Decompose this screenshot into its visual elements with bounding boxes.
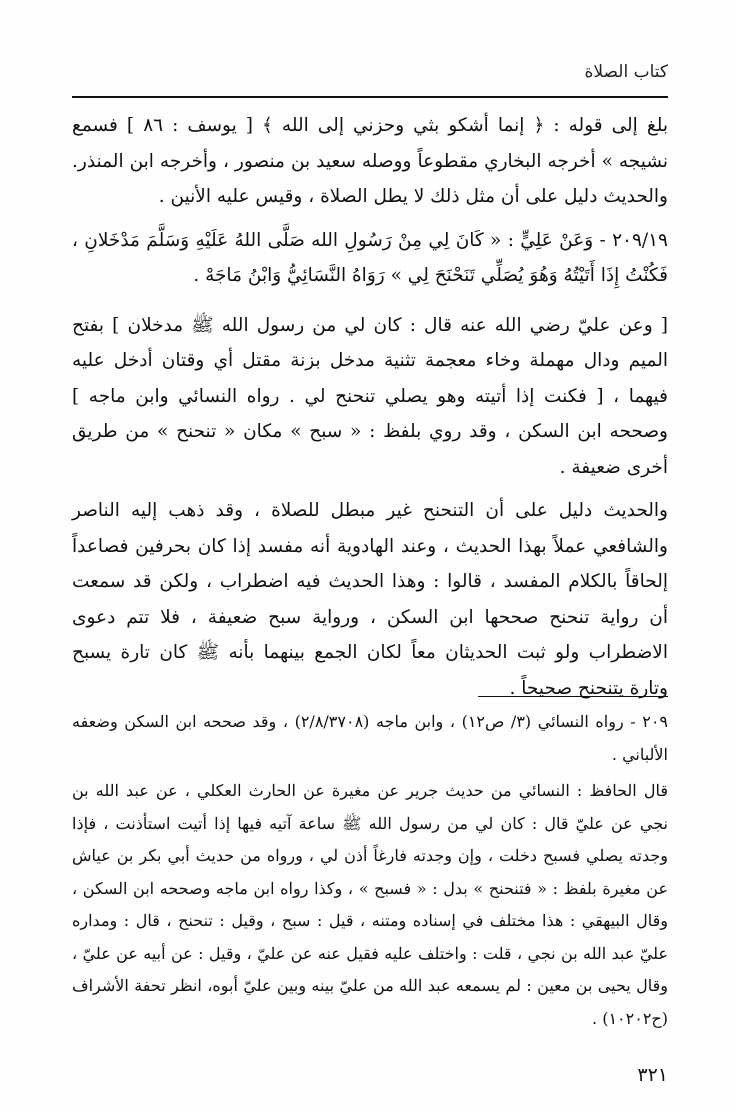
header-rule [72,96,668,98]
footnote-discussion: قال الحافظ : النسائي من حديث جرير عن مغيرة عن الحارث العكلي ، عن عبد الله بن نجي عن عليّ قال : كان لي من رسول الله ﷺ ساعة آتيه فيها إذا أتيت استأذنت ، فإذا وجدته يصلي فسبح دخلت ، وإن وجدته فارغاً أذن لي ، ورواه من حديث أبي بكر بن عياش عن مغيرة بلفظ : « فتنحنح » بدل : « فسبح » ، وكذا رواه ابن ماجه وصححه ابن السكن ، وقال البيهقي : هذا مختلف في إسناده ومتنه ، قيل : سبح ، وقيل : تنحنح ، قال : ومداره عليّ عبد الله بن نجي ، قلت : واختلف عليه فقيل عنه عن عليّ ، وقيل : عن أبيه عن عليّ ، وقال يحيى بن معين : لم يسمعه عبد الله من عليّ بينه وبين عليّ أبوه، انظر تحفة الأشراف (ح١٠٢٠٢) . [72,781,668,1028]
running-title: كتاب الصلاة [584,62,668,82]
footnotes [72,706,668,1039]
main-text [72,108,668,714]
page-number: ٣٢١ [637,1064,668,1086]
paragraph-ruling: والحديث دليل على أن التنحنح غير مبطل للصلاة ، وقد ذهب إليه الناصر والشافعي عملاً بهذا الحديث ، وعند الهادوية أنه مفسد إذا كان بحرفين فصاعداً إلحاقاً بالكلام المفسد ، قالوا : وهذا الحديث فيه اضطراب ، ولكن قد سمعت أن رواية تنحنح صححها ابن السكن ، ورواية سبح ضعيفة ، فلا تتم دعوى الاضطراب ولو ثبت الحديثان معاً لكان الجمع بينهما بأنه ﷺ كان تارة يسبح وتارة يتنحنح صحيحاً . [72,500,668,699]
footnote-rule [478,696,668,697]
footnote-source: ٢٠٩ - رواه النسائي (٣/ ص١٢) ، وابن ماجه (٢/٨/٣٧٠٨) ، وقد صححه ابن السكن وضعفه الألباني . [72,712,669,764]
book-page [72,56,668,1086]
hadith-text: ٢٠٩/١٩ - وَعَنْ عَلِيٍّ : « كَانَ لِي مِنْ رَسُولِ الله صَلَّى اللهُ عَلَيْهِ وَسَلَّمَ مَدْخَلانِ ، فَكُنْتُ إِذَا أَتَيْتُهُ وَهُوَ يُصَلِّي تَنَحْنَحَ لِي » رَوَاهُ النَّسَائِيُّ وَابْنُ مَاجَهْ . [72,229,668,286]
paragraph-intro: بلغ إلى قوله : ﴿ إنما أشكو بثي وحزني إلى الله ﴾ [ يوسف : ٨٦ ] فسمع نشيجه » أخرجه البخاري مقطوعاً ووصله سعيد بن منصور ، وأخرجه ابن المنذر. والحديث دليل على أن مثل ذلك لا يطل الصلاة ، وقيس عليه الأنين . [72,115,668,207]
paragraph-commentary: [ وعن عليّ رضي الله عنه قال : كان لي من رسول الله ﷺ مدخلان ] بفتح الميم ودال مهملة وخاء معجمة تثنية مدخل بزنة مقتل أي وقتان أدخل عليه فيهما ، [ فكنت إذا أتيته وهو يصلي تنحنح لي . رواه النسائي وابن ماجه ] وصححه ابن السكن ، وقد روي بلفظ : « سبح » مكان « تنحنح » من طريق أخرى ضعيفة . [72,314,668,478]
